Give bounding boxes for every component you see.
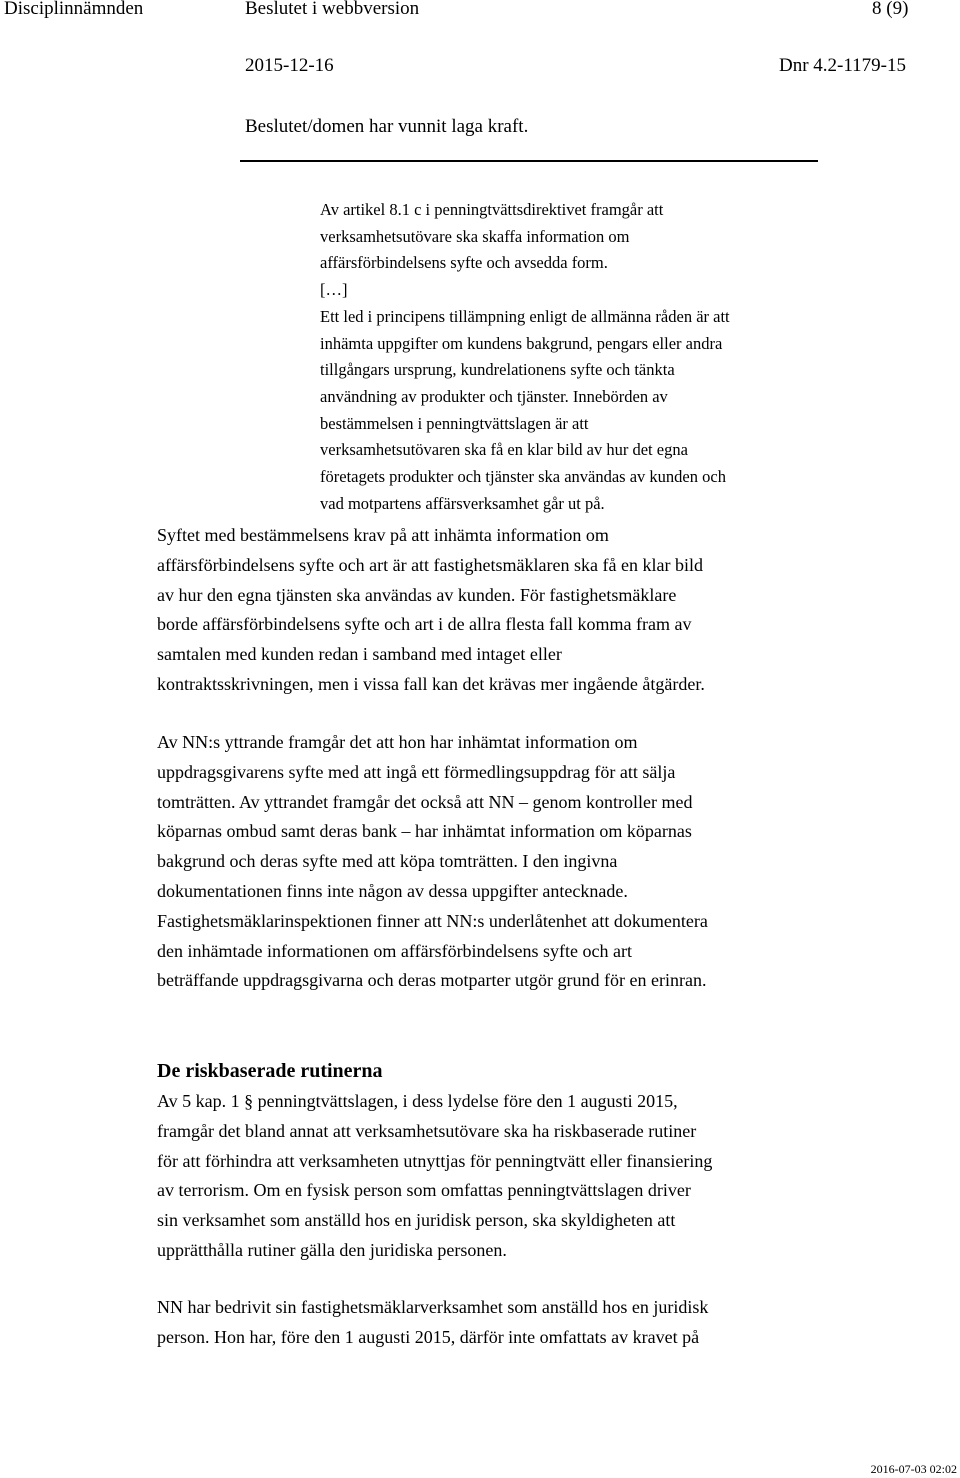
paragraph-line: uppdragsgivarens syfte med att ingå ett förmedlingsuppdrag för att sälja (157, 761, 676, 782)
quote-line: verksamhetsutövaren ska få en klar bild av hur det egna (320, 440, 688, 460)
quote-line: användning av produkter och tjänster. Innebörden av (320, 386, 668, 406)
quote-line: bestämmelsen i penningtvättslagen är att (320, 413, 589, 433)
section-heading: De riskbaserade rutinerna (157, 1060, 383, 1082)
paragraph-line: tomträtten. Av yttrandet framgår det också att NN – genom kontroller med (157, 791, 693, 812)
paragraph-line: Syftet med bestämmelsens krav på att inhämta information om (157, 525, 609, 545)
paragraph-line: framgår det bland annat att verksamhetsutövare ska ha riskbaserade rutiner (157, 1120, 697, 1141)
paragraph-line: av hur den egna tjänsten ska användas av kunden. För fastighetsmäklare (157, 584, 677, 605)
quote-line: vad motpartens affärsverksamhet går ut på. (320, 493, 605, 513)
quote-line: […] (320, 280, 348, 300)
paragraph-line: person. Hon har, före den 1 augusti 2015, därför inte omfattats av kravet på (157, 1326, 700, 1347)
paragraph-line: upprätthålla rutiner gälla den juridiska personen. (157, 1239, 507, 1260)
paragraph-line: NN har bedrivit sin fastighetsmäklarverksamhet som anställd hos en juridisk (157, 1297, 709, 1317)
paragraph-assessment (157, 728, 947, 996)
paragraph-line: av terrorism. Om en fysisk person som omfattas penningtvättslagen driver (157, 1180, 691, 1201)
header-date: 2015-12-16 (245, 55, 334, 76)
header-dnr: Dnr 4.2-1179-15 (779, 55, 906, 76)
header-rule (240, 160, 818, 162)
paragraph-line: samtalen med kunden redan i samband med intaget eller (157, 644, 562, 665)
paragraph-line: för att förhindra att verksamheten utnyttjas för penningtvätt eller finansiering (157, 1150, 713, 1171)
header-doc-type: Beslutet i webbversion (245, 0, 420, 19)
paragraph-line: bakgrund och deras syfte med att köpa tomträtten. I den ingivna (157, 851, 618, 872)
header-page-number: 8 (9) (872, 0, 909, 19)
paragraph-line: köparnas ombud samt deras bank – har inhämtat information om köparnas (157, 821, 692, 842)
quote-line: affärsförbindelsens syfte och avsedda form. (320, 253, 608, 273)
quote-block (320, 197, 940, 517)
paragraph-line: borde affärsförbindelsens syfte och art i de allra flesta fall komma fram av (157, 614, 692, 635)
quote-line: verksamhetsutövare ska skaffa information om (320, 226, 630, 246)
quote-line: tillgångars ursprung, kundrelationens syfte och tänkta (320, 360, 675, 380)
header-org: Disciplinnämnden (4, 0, 144, 19)
paragraph-line: affärsförbindelsens syfte och art är att fastighetsmäklaren ska få en klar bild (157, 554, 703, 575)
paragraph-line: Av NN:s yttrande framgår det att hon har inhämtat information om (157, 732, 638, 752)
quote-line: Ett led i principens tillämpning enligt de allmänna råden är att (320, 306, 730, 326)
quote-line: företagets produkter och tjänster ska användas av kunden och (320, 467, 726, 487)
paragraph-employment (157, 1293, 947, 1353)
paragraph-purpose (157, 521, 947, 700)
paragraph-line: kontraktsskrivningen, men i vissa fall kan det krävas mer ingående åtgärder. (157, 673, 705, 694)
paragraph-risk-routines (157, 1087, 947, 1266)
paragraph-line: dokumentationen finns inte någon av dessa uppgifter antecknade. (157, 880, 628, 901)
quote-line: inhämta uppgifter om kundens bakgrund, pengars eller andra (320, 333, 723, 353)
paragraph-line: den inhämtade informationen om affärsförbindelsens syfte och art (157, 940, 633, 961)
header-status: Beslutet/domen har vunnit laga kraft. (245, 116, 529, 137)
footer-timestamp: 2016-07-03 02:02 (870, 1462, 957, 1476)
paragraph-line: sin verksamhet som anställd hos en juridisk person, ska skyldigheten att (157, 1210, 676, 1231)
paragraph-line: Fastighetsmäklarinspektionen finner att NN:s underlåtenhet att dokumentera (157, 910, 708, 931)
paragraph-line: Av 5 kap. 1 § penningtvättslagen, i dess lydelse före den 1 augusti 2015, (157, 1091, 678, 1111)
paragraph-line: beträffande uppdragsgivarna och deras motparter utgör grund för en erinran. (157, 970, 707, 991)
quote-line: Av artikel 8.1 c i penningtvättsdirektivet framgår att (320, 200, 664, 219)
